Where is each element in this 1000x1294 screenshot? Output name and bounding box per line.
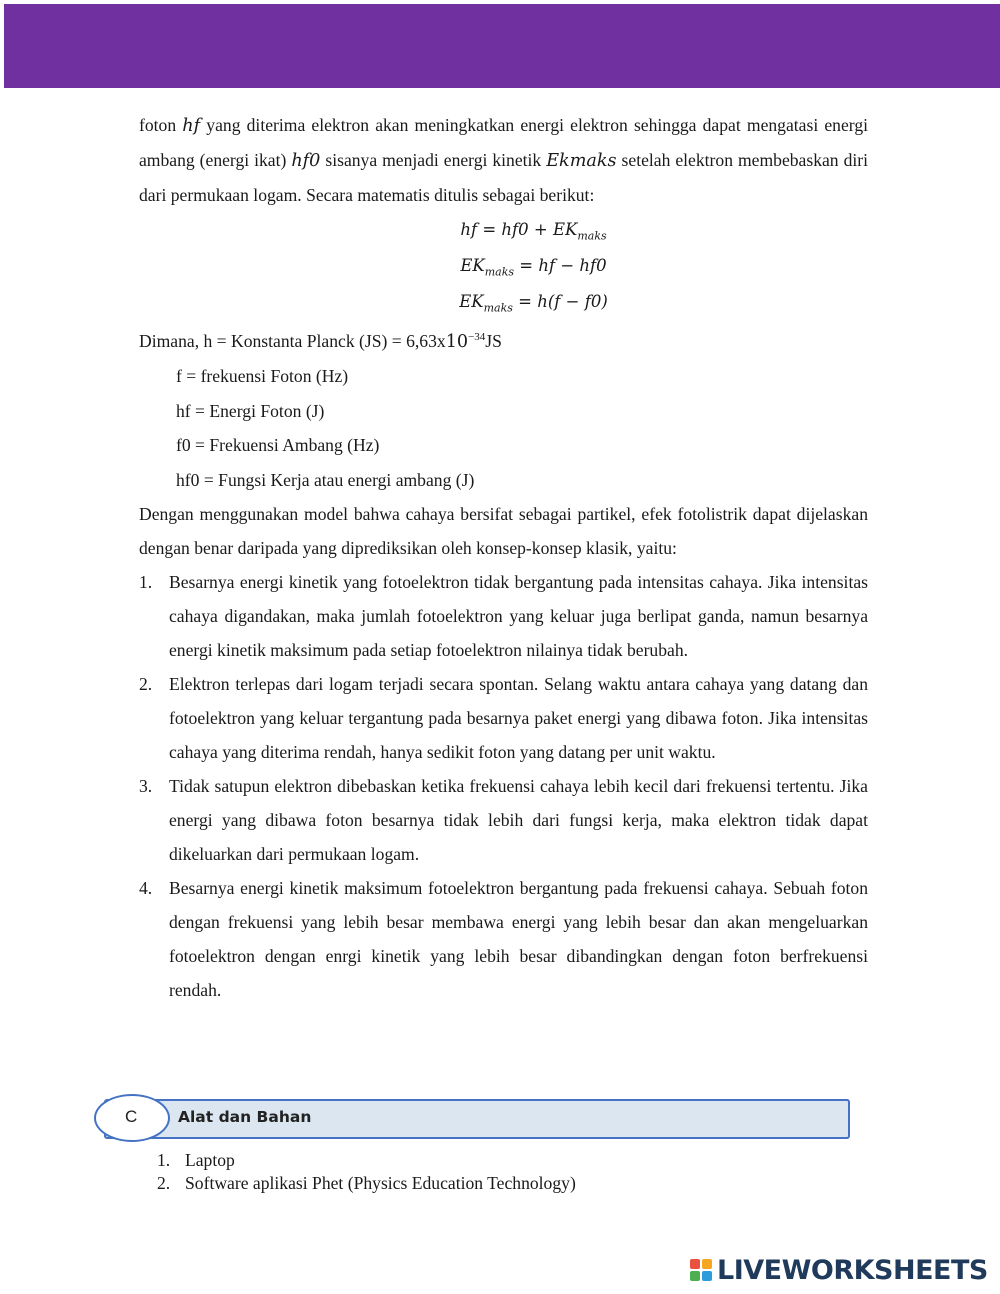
points-list: [139, 565, 868, 1007]
list-item: 4. Besarnya energi kinetik maksimum fotoelektron bergantung pada frekuensi cahaya. Sebuah foton dengan frekuensi yang lebih besar membawa energi yang lebih besar dan akan mengeluarkan fotoelektron dengan enrgi kinetik yang lebih besar dibandingkan dengan foton berfrekuensi rendah.: [139, 878, 868, 1001]
header-bar: [4, 4, 1000, 88]
list-item: 1. Besarnya energi kinetik yang fotoelektron tidak bergantung pada intensitas cahaya. Jika intensitas cahaya digandakan, maka jumlah fotoelektron yang keluar juga berlipat ganda, namun besarnya energi kinetik maksimum pada setiap fotoelektron nilainya tidak berubah.: [139, 572, 868, 661]
intro-text-2: yang diterima elektron akan meningkatkan energi elektron sehingga dapat mengatasi energi ambang (energi ikat): [139, 115, 868, 170]
definition-work-function: hf0 = Fungsi Kerja atau energi ambang (J): [176, 469, 475, 490]
list-item: 2. Software aplikasi Phet (Physics Education Technology): [157, 1173, 576, 1193]
equation-1: hf = $hf0 + EK_{maks}$: [460, 220, 607, 243]
equation-2: $EK_{maks}$ = hf − hf0: [460, 256, 607, 279]
section-title: Alat dan Bahan: [178, 1108, 312, 1126]
model-paragraph: Dengan menggunakan model bahwa cahaya bersifat sebagai partikel, efek fotolistrik dapat dijelaskan dengan benar daripada yang diprediksikan oleh konsep-konsep klasik, yaitu:: [139, 504, 868, 559]
liveworksheets-logo: [690, 1254, 988, 1286]
equations: [139, 212, 868, 320]
page-content: [139, 108, 868, 1007]
tools-list: [157, 1149, 576, 1195]
definition-photon-energy: hf = Energi Foton (J): [176, 400, 325, 421]
intro-paragraph: [139, 108, 868, 212]
definition-frequency: f = frekuensi Foton (Hz): [176, 366, 349, 387]
list-item: 3. Tidak satupun elektron dibebaskan ketika frekuensi cahaya lebih kecil dari frekuensi tertentu. Jika energi yang dibawa foton besarnya tidak lebih dari fungsi kerja, maka elektron tidak dapat dikeluarkan dari permukaan logam.: [139, 776, 868, 865]
list-item: 1. Laptop: [157, 1150, 235, 1170]
equation-3: $EK_{maks} = h(f - f0)$: [459, 292, 608, 315]
intro-math-ekmaks: Ekmaks: [546, 151, 617, 171]
section-letter: C: [125, 1107, 138, 1126]
list-item: 2. Elektron terlepas dari logam terjadi secara spontan. Selang waktu antara cahaya yang datang dan fotoelektron yang keluar tergantung pada besarnya paket energi yang dibawa foton. Jika intensitas cahaya yang diterima rendah, hanya sedikit foton yang datang per unit waktu.: [139, 674, 868, 763]
logo-text: LIVEWORKSHEETS: [717, 1254, 988, 1286]
definition-threshold-frequency: f0 = Frekuensi Ambang (Hz): [176, 435, 380, 456]
intro-text-4: setelah elektron membebaskan diri dari permukaan logam. Secara matematis ditulis sebagai berikut:: [139, 150, 869, 205]
intro-text-1: foton: [139, 115, 183, 135]
logo-icon: [690, 1259, 712, 1281]
intro-text-3: sisanya menjadi energi kinetik: [320, 150, 547, 170]
intro-math-hf: hf: [182, 116, 201, 136]
intro-math-hf0: hf0: [291, 151, 321, 171]
section-banner: [94, 1094, 856, 1146]
definition-planck: Dimana, h = Konstanta Planck $(JS) = 6,63x10^{-34}JS$: [139, 330, 502, 352]
